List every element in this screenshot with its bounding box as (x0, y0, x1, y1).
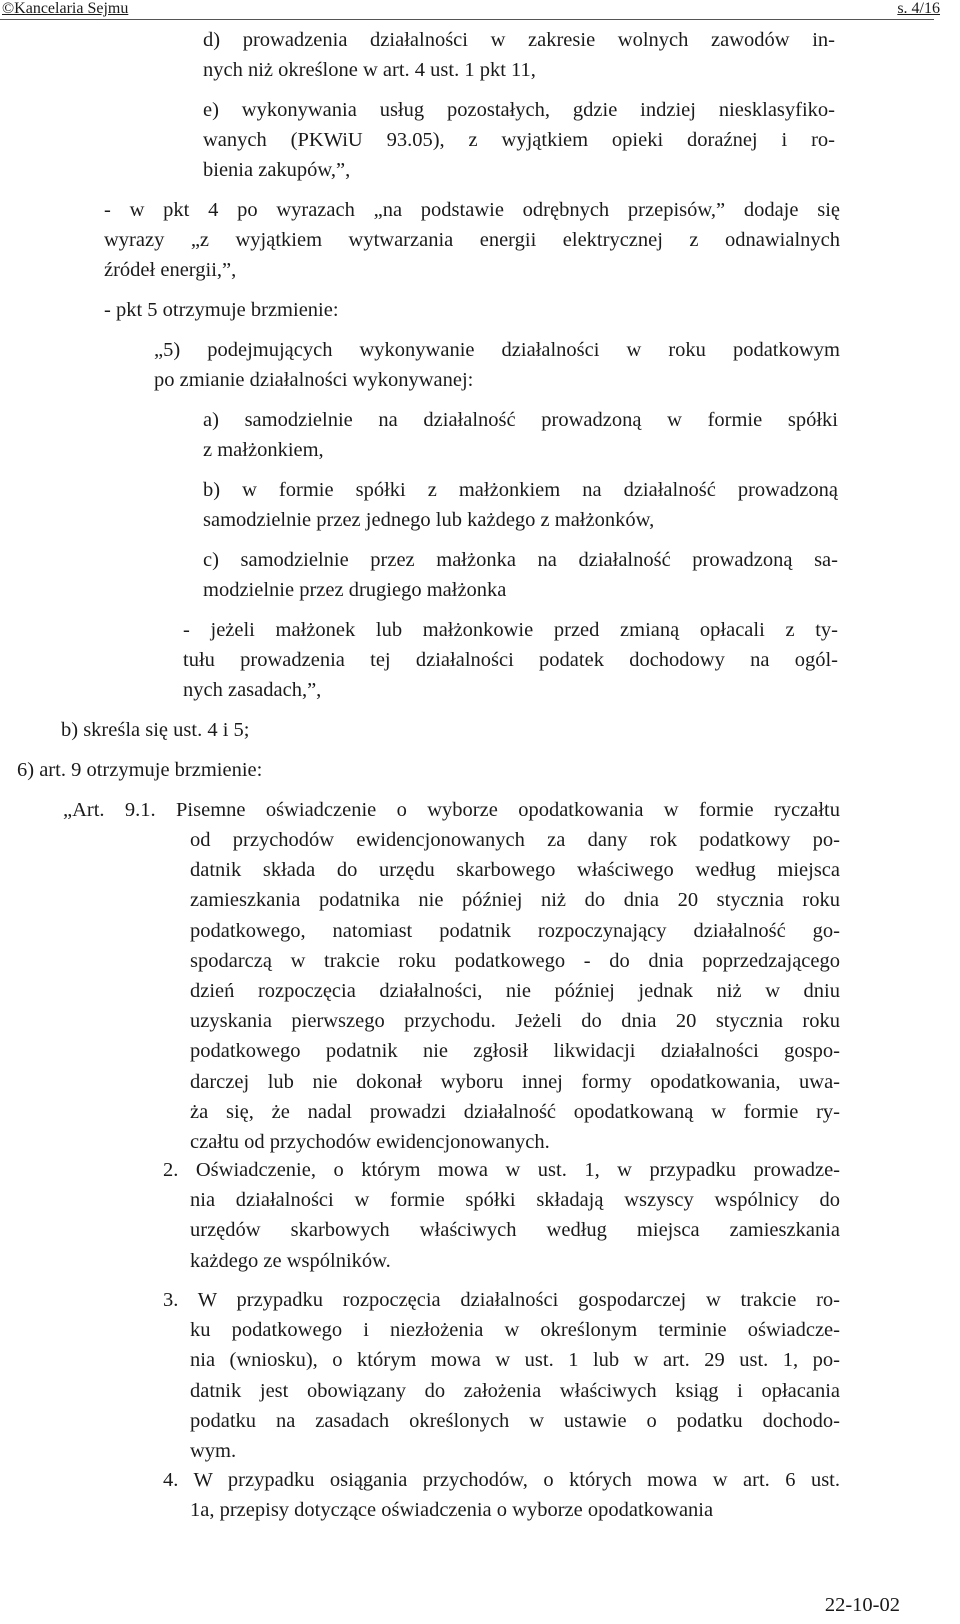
text-line: ża się, że nadal prowadzi działalność opodatkowaną w formie ry- (190, 1100, 840, 1123)
document-date: 22-10-02 (824, 1594, 900, 1616)
page-number-link[interactable]: s. 4/16 (897, 0, 940, 17)
text-line: ku podatkowego i niezłożenia w określonym terminie oświadcze- (190, 1319, 840, 1342)
text-line: nia działalności w formie spółki składają wszyscy wspólnicy do (190, 1189, 840, 1212)
art9-ust1 (190, 825, 840, 1157)
text-line: - pkt 5 otrzymuje brzmienie: (104, 299, 339, 321)
art9-ust4 (163, 1465, 840, 1525)
text-line: po zmianie działalności wykonywanej: (154, 369, 474, 392)
quote-c (203, 545, 838, 605)
pkt5-amendment (104, 295, 840, 325)
art9-ust3 (163, 1285, 840, 1466)
quote-b (203, 475, 838, 535)
text-line: czałtu od przychodów ewidencjonowanych. (190, 1130, 550, 1153)
text-line: uzyskania pierwszego przychodu. Jeżeli do dnia 20 stycznia roku (190, 1010, 840, 1033)
text-line: datnik jest obowiązany do założenia właściwych ksiąg i opłacania (190, 1379, 840, 1402)
art9-heading-line (63, 795, 840, 825)
text-line: wanych (PKWiU 93.05), z wyjątkiem opieki doraźnej i ro- (203, 129, 835, 152)
text-line: 1a, przepisy dotyczące oświadczenia o wyborze opodatkowania (190, 1499, 714, 1522)
text-line: samodzielnie przez jednego lub każdego z małżonków, (203, 509, 655, 532)
text-line: podatkowego podatnik nie zgłosił likwidacji działalności gospo- (190, 1040, 840, 1063)
art9-ust2-first (163, 1155, 840, 1276)
text-line: - w pkt 4 po wyrazach „na podstawie odrębnych przepisów,” dodaje się (104, 199, 840, 221)
item-6 (17, 755, 617, 785)
text-line: od przychodów ewidencjonowanych za dany rok podatkowy po- (190, 829, 840, 851)
text-line: nia (wniosku), o którym mowa w ust. 1 lub w art. 29 ust. 1, po- (190, 1349, 840, 1372)
pkt4-amendment (104, 195, 840, 286)
text-line: źródeł energii,”, (104, 259, 237, 282)
text-line: dzień rozpoczęcia działalności, nie później jednak niż w dniu (190, 979, 840, 1002)
publisher-label (2, 0, 128, 18)
item-e (203, 95, 835, 186)
text-line: spodarczą w trakcie roku podatkowego - do dnia poprzedzającego (190, 949, 840, 972)
text-line: 6) art. 9 otrzymuje brzmienie: (17, 759, 263, 781)
text-line: nych niż określone w art. 4 ust. 1 pkt 11, (203, 59, 536, 82)
text-line: urzędów skarbowych właściwych według miejsca zamieszkania (190, 1219, 840, 1242)
text-line: nych zasadach,”, (183, 679, 322, 702)
page-number (897, 0, 940, 18)
text-line: d) prowadzenia działalności w zakresie wolnych zawodów in- (203, 29, 835, 51)
text-line: tułu prowadzenia tej działalności podatek dochodowy na ogól- (183, 649, 838, 672)
text-line: wyrazy „z wyjątkiem wytwarzania energii elektrycznej z odnawialnych (104, 229, 840, 252)
text-line: z małżonkiem, (203, 439, 324, 462)
text-line: datnik składa do urzędu skarbowego właściwego według miejsca (190, 859, 840, 882)
text-line: c) samodzielnie przez małżonka na działalność prowadzoną sa- (203, 549, 838, 571)
text-line: „Art. 9.1. Pisemne oświadczenie o wyborze opodatkowania w formie ryczałtu (63, 799, 840, 821)
text-line: 4. W przypadku osiągania przychodów, o których mowa w art. 6 ust. (163, 1469, 840, 1491)
text-line: a) samodzielnie na działalność prowadzoną w formie spółki (203, 409, 838, 431)
text-line: 3. W przypadku rozpoczęcia działalności gospodarczej w trakcie ro- (163, 1289, 840, 1311)
text-line: zamieszkania podatnika nie później niż do dnia 20 stycznia roku (190, 889, 840, 912)
text-line: b) skreśla się ust. 4 i 5; (61, 719, 250, 741)
text-line: e) wykonywania usług pozostałych, gdzie indziej niesklasyfiko- (203, 99, 835, 121)
text-line: każdego ze wspólników. (190, 1249, 391, 1272)
quote-pkt5 (154, 335, 840, 395)
text-line: „5) podejmujących wykonywanie działalności w roku podatkowym (154, 339, 840, 361)
quote-condition (183, 615, 838, 706)
quote-a (203, 405, 838, 465)
text-line: - jeżeli małżonek lub małżonkowie przed zmianą opłacali z ty- (183, 619, 838, 641)
item-d (203, 25, 835, 85)
text-line: 2. Oświadczenie, o którym mowa w ust. 1, w przypadku prowadze- (163, 1159, 840, 1181)
text-line: wym. (190, 1439, 237, 1462)
text-line: podatku na zasadach określonych w ustawie o podatku dochodo- (190, 1409, 840, 1432)
text-line: podatkowego, natomiast podatnik rozpoczynający działalność go- (190, 919, 840, 942)
text-line: darczej lub nie dokonał wyboru innej formy opodatkowania, uwa- (190, 1070, 840, 1093)
header-divider (0, 19, 934, 20)
text-line: modzielnie przez drugiego małżonka (203, 579, 507, 602)
text-line: b) w formie spółki z małżonkiem na działalność prowadzoną (203, 479, 838, 501)
publisher-link[interactable]: ©Kancelaria Sejmu (2, 0, 129, 17)
item-b (61, 715, 661, 745)
text-line: bienia zakupów,”, (203, 159, 351, 182)
